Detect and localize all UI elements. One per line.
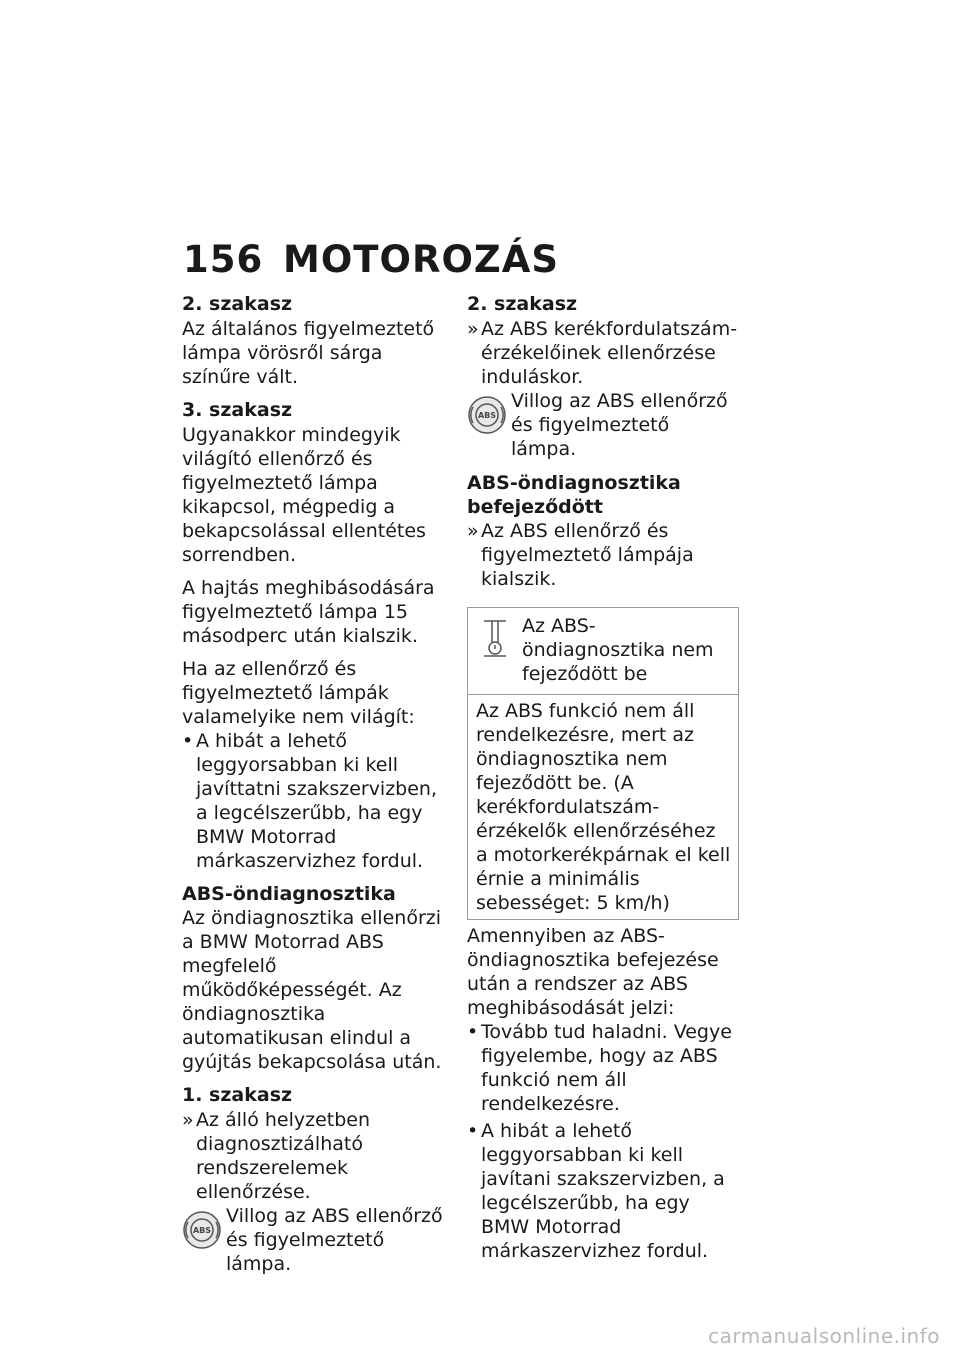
abs-lamp-note [182,1204,454,1276]
bullet-glyph: • [467,1120,479,1142]
arrow-glyph: » [467,318,479,340]
bullet-glyph: • [467,1021,479,1043]
abs-warning-icon [182,1210,222,1250]
list-item-text: Az ABS kerékfordulatszám-érzékelőinek ellenőrzése induláskor. [481,318,738,388]
abs-diagnosis-complete-heading: ABS-öndiagnosztika befejeződött [467,472,681,518]
info-icon [482,618,508,658]
abs-warning-icon [467,395,507,435]
lamp-fail-text: Ha az ellenőrző és figyelmeztető lámpák valamelyike nem világít: [182,658,415,728]
abs-lamp-note [467,389,739,461]
bullet-glyph: • [182,730,194,752]
page-number: 156 [183,238,264,281]
stage2-heading: 2. szakasz [467,293,578,315]
left-column [182,292,454,1286]
list-item [467,317,739,389]
abs-icon-label: ABS [477,411,497,420]
note-box [467,607,739,920]
list-item [467,519,739,591]
stage2-text: Az általános figyelmeztető lámpa vörösről sárga színűre vált. [182,318,435,388]
note-box-header [468,608,738,695]
drive-fault-text: A hajtás meghibásodására figyelmeztető lámpa 15 másodperc után kialszik. [182,577,435,647]
page-header [183,238,559,281]
arrow-glyph: » [182,1109,194,1131]
right-column [467,292,739,1266]
note-box-body: Az ABS funkció nem áll rendelkezésre, mert az öndiagnosztika nem fejeződött be. (A kerékfordulatszám-érzékelők ellenőrzéséhez a motorkerékpárnak el kell érnie a minimális sebességet: 5 km/h) [476,700,731,914]
arrow-glyph: » [467,520,479,542]
note-box-title: Az ABS-öndiagnosztika nem fejeződött be [522,615,714,685]
list-item-text: A hibát a lehető leggyorsabban ki kell javítani szakszervizben, a legcélszerűbb, ha egy BMW Motorrad márkaszervizhez fordul. [481,1120,725,1262]
abs-self-diagnosis-heading: ABS-öndiagnosztika [182,883,396,905]
list-item-text: Tovább tud haladni. Vegye figyelembe, hogy az ABS funkció nem áll rendelkezésre. [481,1021,732,1115]
stage3-heading: 3. szakasz [182,399,293,421]
abs-lamp-text: Villog az ABS ellenőrző és figyelmeztető lámpa. [511,390,728,460]
abs-fault-text: Amennyiben az ABS-öndiagnosztika befejezése után a rendszer az ABS meghibásodását jelzi: [467,925,719,1019]
abs-lamp-text: Villog az ABS ellenőrző és figyelmeztető lámpa. [226,1205,443,1275]
list-item [467,1020,739,1116]
abs-icon-label: ABS [192,1226,212,1235]
list-item-text: Az álló helyzetben diagnosztizálható rendszerelemek ellenőrzése. [196,1109,371,1203]
list-item [182,729,454,873]
list-item-text: A hibát a lehető leggyorsabban ki kell javíttatni szakszervizben, a legcélszerűbb, ha egy BMW Motorrad márkaszervizhez fordul. [196,730,438,872]
list-item [182,1108,454,1204]
stage1-heading: 1. szakasz [182,1084,293,1106]
stage2-heading: 2. szakasz [182,293,293,315]
chapter-title: MOTOROZÁS [283,238,560,281]
list-item-text: Az ABS ellenőrző és figyelmeztető lámpája kialszik. [481,520,694,590]
list-item [467,1119,739,1263]
stage3-text: Ugyanakkor mindegyik világító ellenőrző és figyelmeztető lámpa kikapcsol, mégpedig a bekapcsolással ellentétes sorrendben. [182,424,426,566]
watermark: carmanualsonline.info [708,1324,940,1348]
abs-self-diagnosis-text: Az öndiagnosztika ellenőrzi a BMW Motorrad ABS megfelelő működőképességét. Az öndiagnosztika automatikusan elindul a gyújtás bekapcsolása után. [182,907,442,1073]
